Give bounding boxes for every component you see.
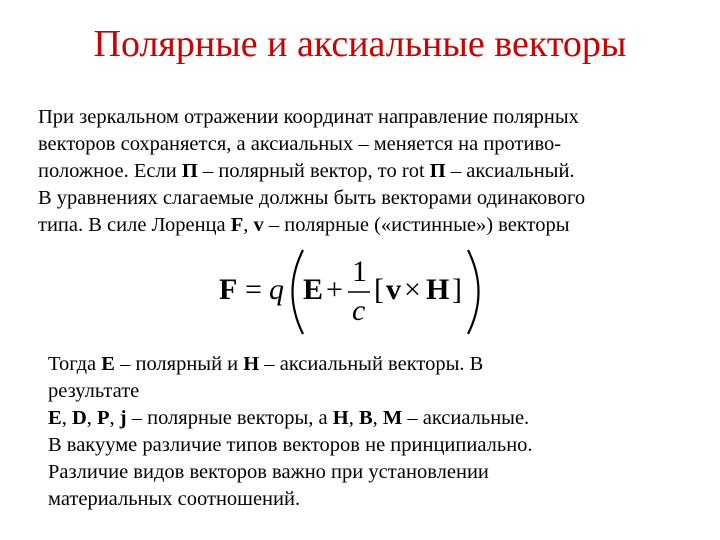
separator: , bbox=[372, 407, 383, 429]
conclusion-line-1 bbox=[48, 351, 710, 378]
formula-F: F bbox=[219, 273, 238, 306]
intro-paragraph bbox=[38, 104, 710, 239]
formula-plus: + bbox=[326, 273, 343, 306]
formula-v: v bbox=[386, 273, 401, 306]
left-paren bbox=[293, 250, 304, 334]
separator: , bbox=[61, 407, 72, 429]
lorentz-formula bbox=[200, 244, 500, 340]
conclusion-line-2: результате bbox=[48, 380, 140, 402]
intro-line-4: В уравнениях слагаемые должны быть векторами одинакового bbox=[38, 187, 586, 209]
conclusion-text: – полярный и bbox=[114, 353, 244, 375]
conclusion-text: – аксиальный векторы. В bbox=[259, 353, 484, 375]
conclusion-text: Тогда bbox=[48, 353, 102, 375]
separator: , bbox=[86, 407, 97, 429]
vector-p: P bbox=[97, 407, 110, 429]
vector-j: j bbox=[119, 407, 127, 429]
formula-H: H bbox=[426, 273, 450, 306]
conclusion-line-4: В вакууме различие типов векторов не принципиально. bbox=[48, 434, 533, 456]
formula-equals: = bbox=[245, 273, 262, 306]
vector-p: П bbox=[429, 160, 446, 182]
intro-text: – аксиальный. bbox=[445, 160, 575, 182]
vector-d: D bbox=[71, 407, 87, 429]
formula-times: × bbox=[404, 273, 421, 306]
formula-q: q bbox=[269, 273, 284, 306]
intro-text: , bbox=[243, 214, 254, 236]
vector-e: E bbox=[101, 353, 115, 375]
formula-left-bracket: [ bbox=[374, 273, 384, 306]
formula-E: E bbox=[303, 273, 324, 306]
intro-text: типа. В силе Лоренца bbox=[38, 214, 231, 236]
intro-line-2: векторов сохраняется, а аксиальных – меняется на противо- bbox=[38, 133, 562, 155]
separator: , bbox=[109, 407, 120, 429]
separator: , bbox=[348, 407, 359, 429]
intro-text: положное. Если bbox=[38, 160, 182, 182]
vector-m: M bbox=[382, 407, 403, 429]
conclusion-paragraph bbox=[48, 351, 710, 513]
intro-line-3 bbox=[38, 158, 710, 185]
vector-h: H bbox=[332, 407, 349, 429]
conclusion-line-3 bbox=[48, 405, 710, 432]
fraction-denominator: c bbox=[352, 294, 366, 327]
vector-v: v bbox=[253, 214, 264, 236]
vector-f: F bbox=[230, 214, 244, 236]
intro-line-5 bbox=[38, 212, 710, 239]
intro-line-1: При зеркальном отражении координат направление полярных bbox=[38, 106, 579, 128]
fraction-numerator: 1 bbox=[352, 255, 367, 288]
vector-e: E bbox=[48, 407, 62, 429]
conclusion-line-6: материальных соотношений. bbox=[48, 488, 301, 510]
intro-text: – полярные («истинные») векторы bbox=[263, 214, 570, 236]
right-paren bbox=[468, 250, 479, 334]
intro-text: – полярный вектор, то rot bbox=[197, 160, 430, 182]
vector-b: B bbox=[358, 407, 373, 429]
slide-title: Полярные и аксиальные векторы bbox=[93, 23, 627, 65]
formula-right-bracket: ] bbox=[452, 273, 462, 306]
vector-p: П bbox=[181, 160, 198, 182]
conclusion-text: – аксиальные. bbox=[402, 407, 530, 429]
vector-h: H bbox=[243, 353, 260, 375]
conclusion-line-5: Различие видов векторов важно при установлении bbox=[48, 461, 489, 483]
conclusion-text: – полярные векторы, а bbox=[126, 407, 333, 429]
